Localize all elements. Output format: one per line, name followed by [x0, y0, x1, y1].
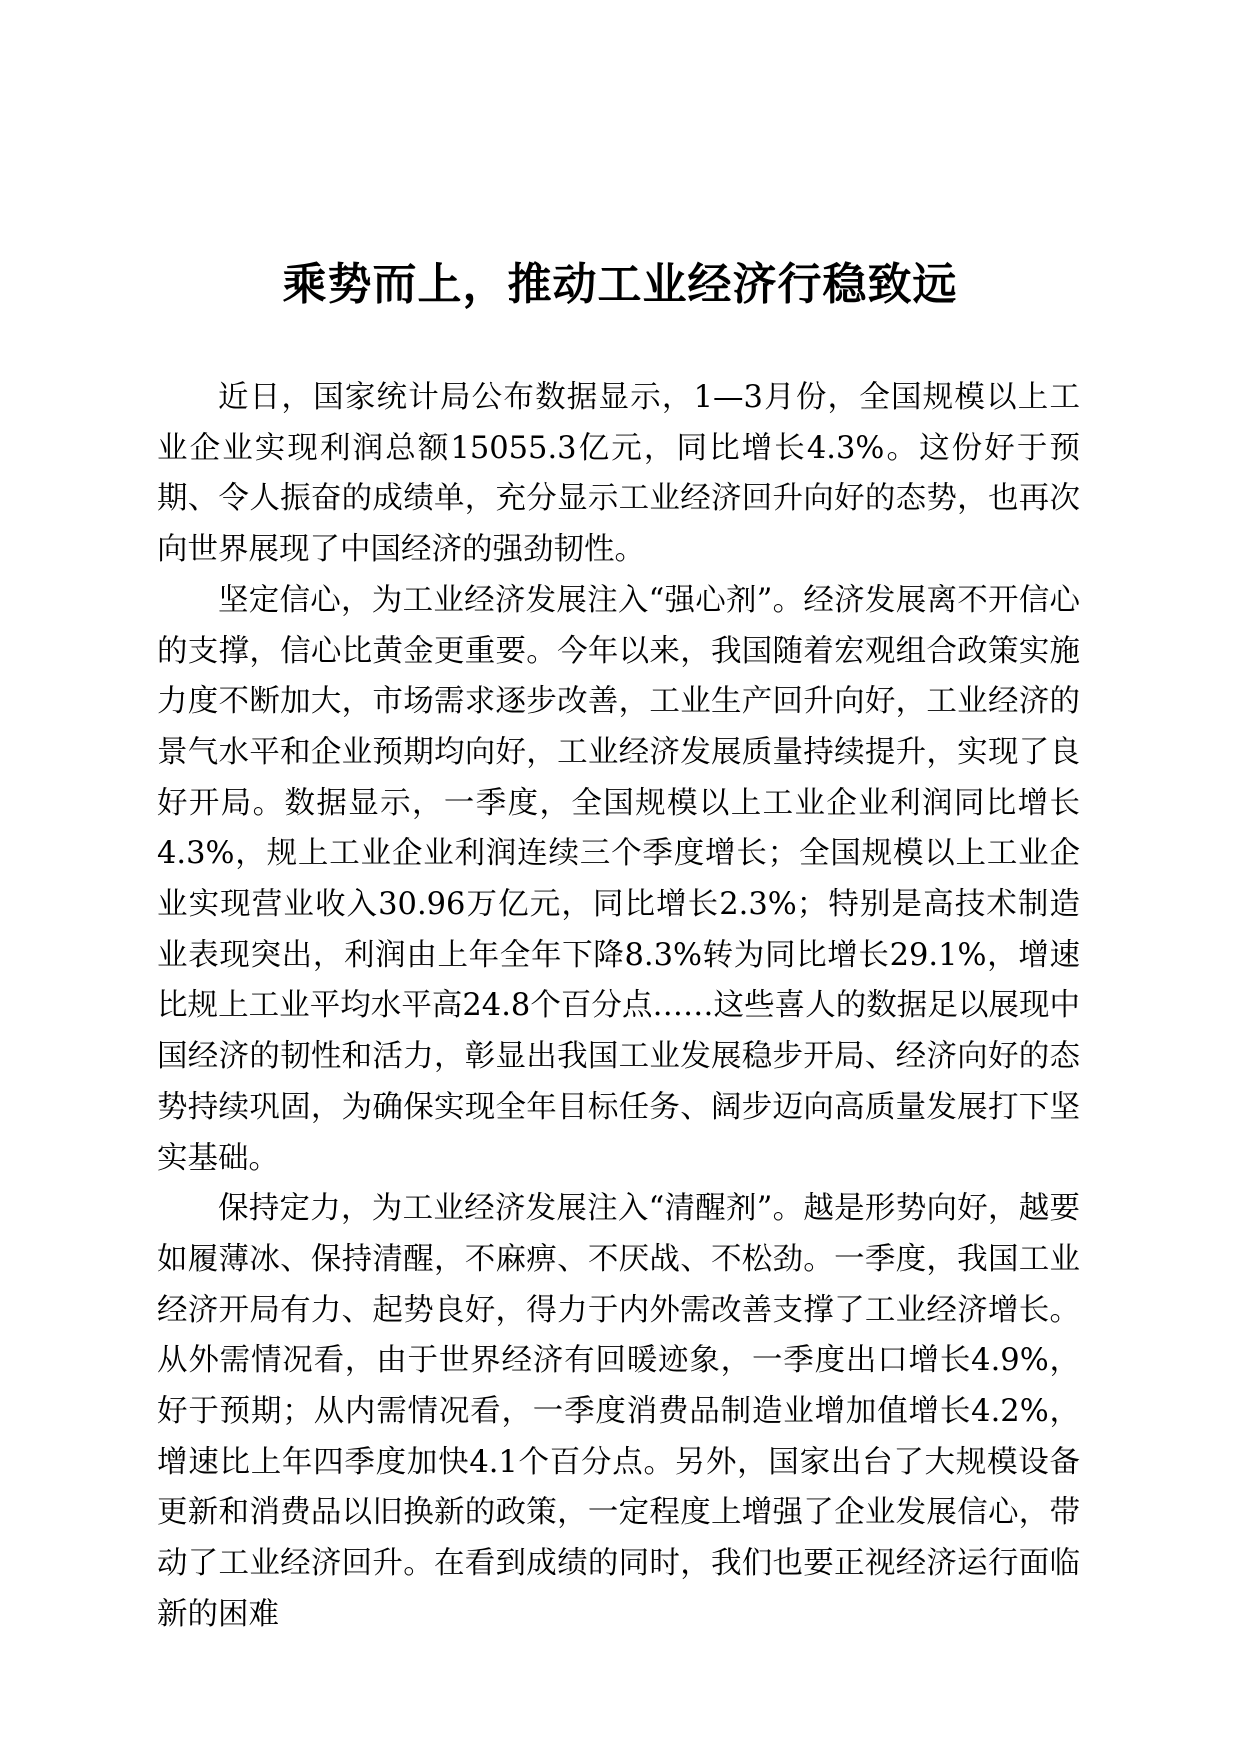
document-body [157, 373, 1080, 1641]
paragraph-1: 近日，国家统计局公布数据显示，1—3月份，全国规模以上工业企业实现利润总额15055.3亿元，同比增长4.3%。这份好于预期、令人振奋的成绩单，充分显示工业经济回升向好的态势，也再次向世界展现了中国经济的强劲韧性。 [157, 380, 1080, 568]
document-title: 乘势而上，推动工业经济行稳致远 [282, 259, 958, 310]
paragraph-2: 坚定信心，为工业经济发展注入“强心剂”。经济发展离不开信心的支撑，信心比黄金更重要。今年以来，我国随着宏观组合政策实施力度不断加大，市场需求逐步改善，工业生产回升向好，工业经济的景气水平和企业预期均向好，工业经济发展质量持续提升，实现了良好开局。数据显示，一季度，全国规模以上工业企业利润同比增长4.3%，规上工业企业利润连续三个季度增长；全国规模以上工业企业实现营业收入30.96万亿元，同比增长2.3%；特别是高技术制造业表现突出，利润由上年全年下降8.3%转为同比增长29.1%，增速比规上工业平均水平高24.8个百分点……这些喜人的数据足以展现中国经济的韧性和活力，彰显出我国工业发展稳步开局、经济向好的态势持续巩固，为确保实现全年目标任务、阔步迈向高质量发展打下坚实基础。 [157, 582, 1080, 1176]
paragraph-3: 保持定力，为工业经济发展注入“清醒剂”。越是形势向好，越要如履薄冰、保持清醒，不麻痹、不厌战、不松劲。一季度，我国工业经济开局有力、起势良好，得力于内外需改善支撑了工业经济增长。从外需情况看，由于世界经济有回暖迹象，一季度出口增长4.9%，好于预期；从内需情况看，一季度消费品制造业增加值增长4.2%，增速比上年四季度加快4.1个百分点。另外，国家出台了大规模设备更新和消费品以旧换新的政策，一定程度上增强了企业发展信心，带动了工业经济回升。在看到成绩的同时，我们也要正视经济运行面临新的困难 [157, 1191, 1080, 1632]
